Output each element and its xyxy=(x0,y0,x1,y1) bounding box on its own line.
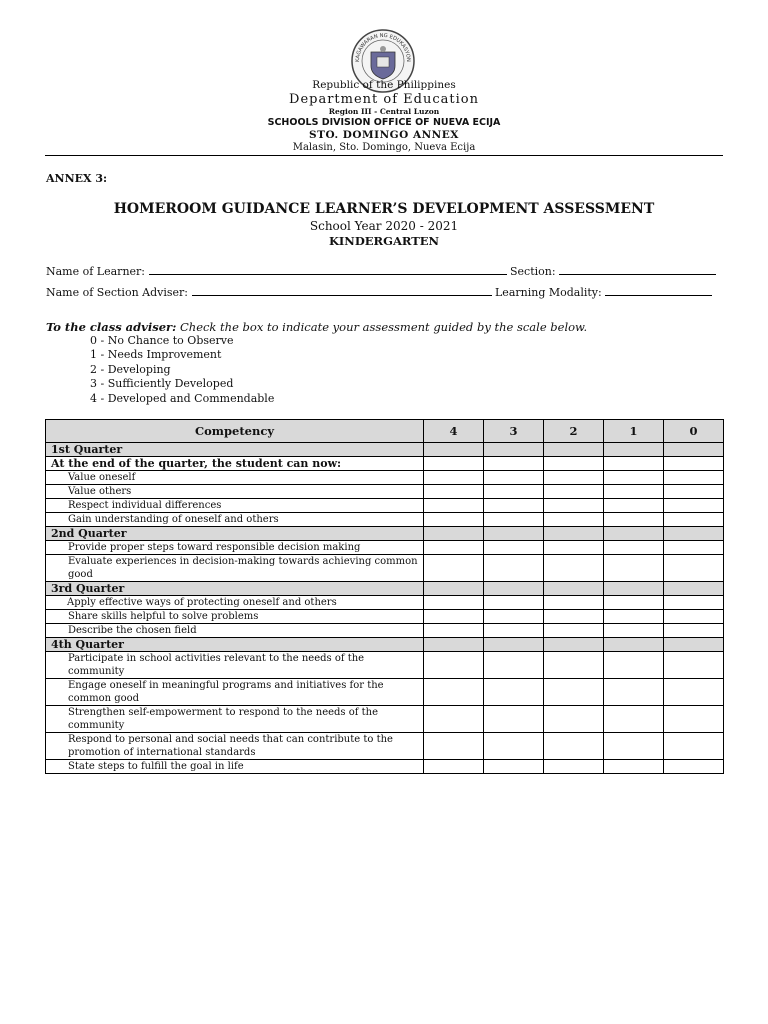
school-line: STO. DOMINGO ANNEX xyxy=(309,129,459,141)
table-row xyxy=(46,760,724,774)
quarter-subheading-row xyxy=(46,457,724,471)
rating-cell[interactable] xyxy=(424,652,484,679)
rating-cell[interactable] xyxy=(484,624,544,638)
competency-label: Strengthen self-empowerment to respond to the needs of the community xyxy=(46,706,424,733)
modality-blank[interactable] xyxy=(605,285,712,296)
table-row xyxy=(46,610,724,624)
rating-cell[interactable] xyxy=(424,555,484,582)
rating-cell[interactable] xyxy=(604,471,664,485)
competency-label: Respond to personal and social needs that can contribute to the promotion of international standards xyxy=(46,733,424,760)
competency-label: Gain understanding of oneself and others xyxy=(46,513,424,527)
republic-line: Republic of the Philippines xyxy=(312,79,456,91)
table-row xyxy=(46,485,724,499)
rating-cell[interactable] xyxy=(604,760,664,774)
rating-cell[interactable] xyxy=(664,541,724,555)
adviser-name-blank[interactable] xyxy=(192,285,492,296)
quarter-row-3 xyxy=(46,582,724,596)
rating-cell[interactable] xyxy=(664,624,724,638)
grade-level: KINDERGARTEN xyxy=(328,234,440,248)
competency-label: Value oneself xyxy=(46,471,424,485)
rating-cell[interactable] xyxy=(604,513,664,527)
header-divider xyxy=(45,155,723,156)
rating-cell[interactable] xyxy=(424,706,484,733)
table-row xyxy=(46,471,724,485)
rating-cell[interactable] xyxy=(484,733,544,760)
rating-cell[interactable] xyxy=(544,513,604,527)
school-year: School Year 2020 - 2021 xyxy=(309,219,459,233)
rating-cell[interactable] xyxy=(544,610,604,624)
adviser-label: Name of Section Adviser: xyxy=(46,286,188,299)
modality-label: Learning Modality: xyxy=(495,286,602,299)
score-2-header: 2 xyxy=(544,420,604,443)
quarter-label: 2nd Quarter xyxy=(46,527,424,541)
rating-cell[interactable] xyxy=(544,485,604,499)
quarter-label: 3rd Quarter xyxy=(46,582,424,596)
rating-cell[interactable] xyxy=(604,733,664,760)
score-0-header: 0 xyxy=(664,420,724,443)
rating-cell[interactable] xyxy=(424,610,484,624)
rating-cell[interactable] xyxy=(424,596,484,610)
rating-cell[interactable] xyxy=(664,596,724,610)
quarter-label: 4th Quarter xyxy=(46,638,424,652)
rating-cell[interactable] xyxy=(484,610,544,624)
rating-cell[interactable] xyxy=(484,485,544,499)
rating-cell[interactable] xyxy=(664,760,724,774)
address-line: Malasin, Sto. Domingo, Nueva Ecija xyxy=(292,142,476,153)
rating-cell[interactable] xyxy=(664,485,724,499)
rating-cell[interactable] xyxy=(424,485,484,499)
competency-label: Engage oneself in meaningful programs and initiatives for the common good xyxy=(46,679,424,706)
rating-cell[interactable] xyxy=(544,679,604,706)
learner-name-blank[interactable] xyxy=(149,264,507,275)
competency-label: Describe the chosen field xyxy=(46,624,424,638)
rating-cell[interactable] xyxy=(544,471,604,485)
rating-cell[interactable] xyxy=(424,471,484,485)
rating-cell[interactable] xyxy=(664,513,724,527)
competency-label: Evaluate experiences in decision-making towards achieving common good xyxy=(46,555,424,582)
quarter-row-4 xyxy=(46,638,724,652)
rating-cell[interactable] xyxy=(544,706,604,733)
rating-cell[interactable] xyxy=(604,555,664,582)
rating-cell[interactable] xyxy=(604,499,664,513)
rating-cell[interactable] xyxy=(484,679,544,706)
rating-cell[interactable] xyxy=(484,760,544,774)
rating-cell[interactable] xyxy=(604,652,664,679)
rating-cell[interactable] xyxy=(424,541,484,555)
instructions xyxy=(46,320,587,334)
quarter-row-1 xyxy=(46,443,724,457)
seal-text: KAGAWARAN NG EDUKASYON xyxy=(354,32,412,63)
score-4-header: 4 xyxy=(424,420,484,443)
form-title: HOMEROOM GUIDANCE LEARNER’S DEVELOPMENT ASSESSMENT xyxy=(113,201,655,217)
learner-field-row xyxy=(46,264,716,278)
rating-cell[interactable] xyxy=(664,706,724,733)
rating-cell[interactable] xyxy=(484,652,544,679)
rating-cell[interactable] xyxy=(544,499,604,513)
rating-cell[interactable] xyxy=(484,706,544,733)
scale-item: 0 - No Chance to Observe xyxy=(90,334,234,347)
competency-label: Provide proper steps toward responsible decision making xyxy=(46,541,424,555)
rating-cell[interactable] xyxy=(664,555,724,582)
adviser-field-row xyxy=(46,285,712,299)
instructions-text: Check the box to indicate your assessment guided by the scale below. xyxy=(179,320,588,334)
table-row xyxy=(46,706,724,733)
rating-cell[interactable] xyxy=(484,513,544,527)
scale-item: 4 - Developed and Commendable xyxy=(90,391,275,405)
rating-cell[interactable] xyxy=(424,760,484,774)
instructions-lead: To the class adviser: xyxy=(46,320,177,334)
rating-cell[interactable] xyxy=(484,499,544,513)
rating-cell[interactable] xyxy=(604,624,664,638)
rating-cell[interactable] xyxy=(544,555,604,582)
division-line: SCHOOLS DIVISION OFFICE OF NUEVA ECIJA xyxy=(267,117,501,128)
rating-cell[interactable] xyxy=(544,733,604,760)
competency-label: Apply effective ways of protecting oneself and others xyxy=(46,596,424,610)
table-row xyxy=(46,513,724,527)
competency-header: Competency xyxy=(46,420,424,443)
rating-cell[interactable] xyxy=(544,596,604,610)
table-row xyxy=(46,679,724,706)
score-1-header: 1 xyxy=(604,420,664,443)
rating-cell[interactable] xyxy=(604,706,664,733)
rating-cell[interactable] xyxy=(484,596,544,610)
rating-cell[interactable] xyxy=(664,652,724,679)
table-row xyxy=(46,624,724,638)
rating-cell[interactable] xyxy=(544,652,604,679)
rating-cell[interactable] xyxy=(484,471,544,485)
table-row xyxy=(46,541,724,555)
section-blank[interactable] xyxy=(559,264,716,275)
competency-label: Respect individual differences xyxy=(46,499,424,513)
table-row xyxy=(46,733,724,760)
rating-cell[interactable] xyxy=(424,624,484,638)
competency-label: Share skills helpful to solve problems xyxy=(46,610,424,624)
rating-cell[interactable] xyxy=(484,555,544,582)
table-row xyxy=(46,652,724,679)
annex-label: ANNEX 3: xyxy=(46,172,108,185)
rating-cell[interactable] xyxy=(424,513,484,527)
rating-cell[interactable] xyxy=(544,624,604,638)
rating-cell[interactable] xyxy=(544,760,604,774)
quarter-row-2 xyxy=(46,527,724,541)
competency-label: Value others xyxy=(46,485,424,499)
region-line: Region III - Central Luzon xyxy=(328,107,440,116)
department-line: Department of Education xyxy=(289,92,479,107)
rating-cell[interactable] xyxy=(604,610,664,624)
rating-cell[interactable] xyxy=(424,733,484,760)
rating-cell[interactable] xyxy=(664,471,724,485)
rating-cell[interactable] xyxy=(664,679,724,706)
scale-item: 2 - Developing xyxy=(90,362,171,376)
table-row xyxy=(46,499,724,513)
rating-cell[interactable] xyxy=(664,733,724,760)
table-header-row xyxy=(46,420,724,443)
rating-cell[interactable] xyxy=(664,610,724,624)
competency-label: Participate in school activities relevant to the needs of the community xyxy=(46,652,424,679)
competency-label: State steps to fulfill the goal in life xyxy=(46,760,424,774)
assessment-table xyxy=(45,419,724,774)
section-label: Section: xyxy=(510,265,556,278)
rating-cell[interactable] xyxy=(424,679,484,706)
quarter-label: 1st Quarter xyxy=(46,443,424,457)
score-3-header: 3 xyxy=(484,420,544,443)
rating-cell[interactable] xyxy=(664,499,724,513)
rating-cell[interactable] xyxy=(484,541,544,555)
quarter-subheading: At the end of the quarter, the student can now: xyxy=(46,457,424,471)
rating-cell[interactable] xyxy=(544,541,604,555)
rating-cell[interactable] xyxy=(604,596,664,610)
rating-scale xyxy=(90,334,274,406)
rating-cell[interactable] xyxy=(604,485,664,499)
scale-item: 3 - Sufficiently Developed xyxy=(90,377,234,391)
rating-cell[interactable] xyxy=(604,679,664,706)
rating-cell[interactable] xyxy=(424,499,484,513)
table-row xyxy=(46,596,724,610)
learner-label: Name of Learner: xyxy=(46,265,145,278)
scale-item: 1 - Needs Improvement xyxy=(90,348,222,362)
rating-cell[interactable] xyxy=(604,541,664,555)
table-row xyxy=(46,555,724,582)
